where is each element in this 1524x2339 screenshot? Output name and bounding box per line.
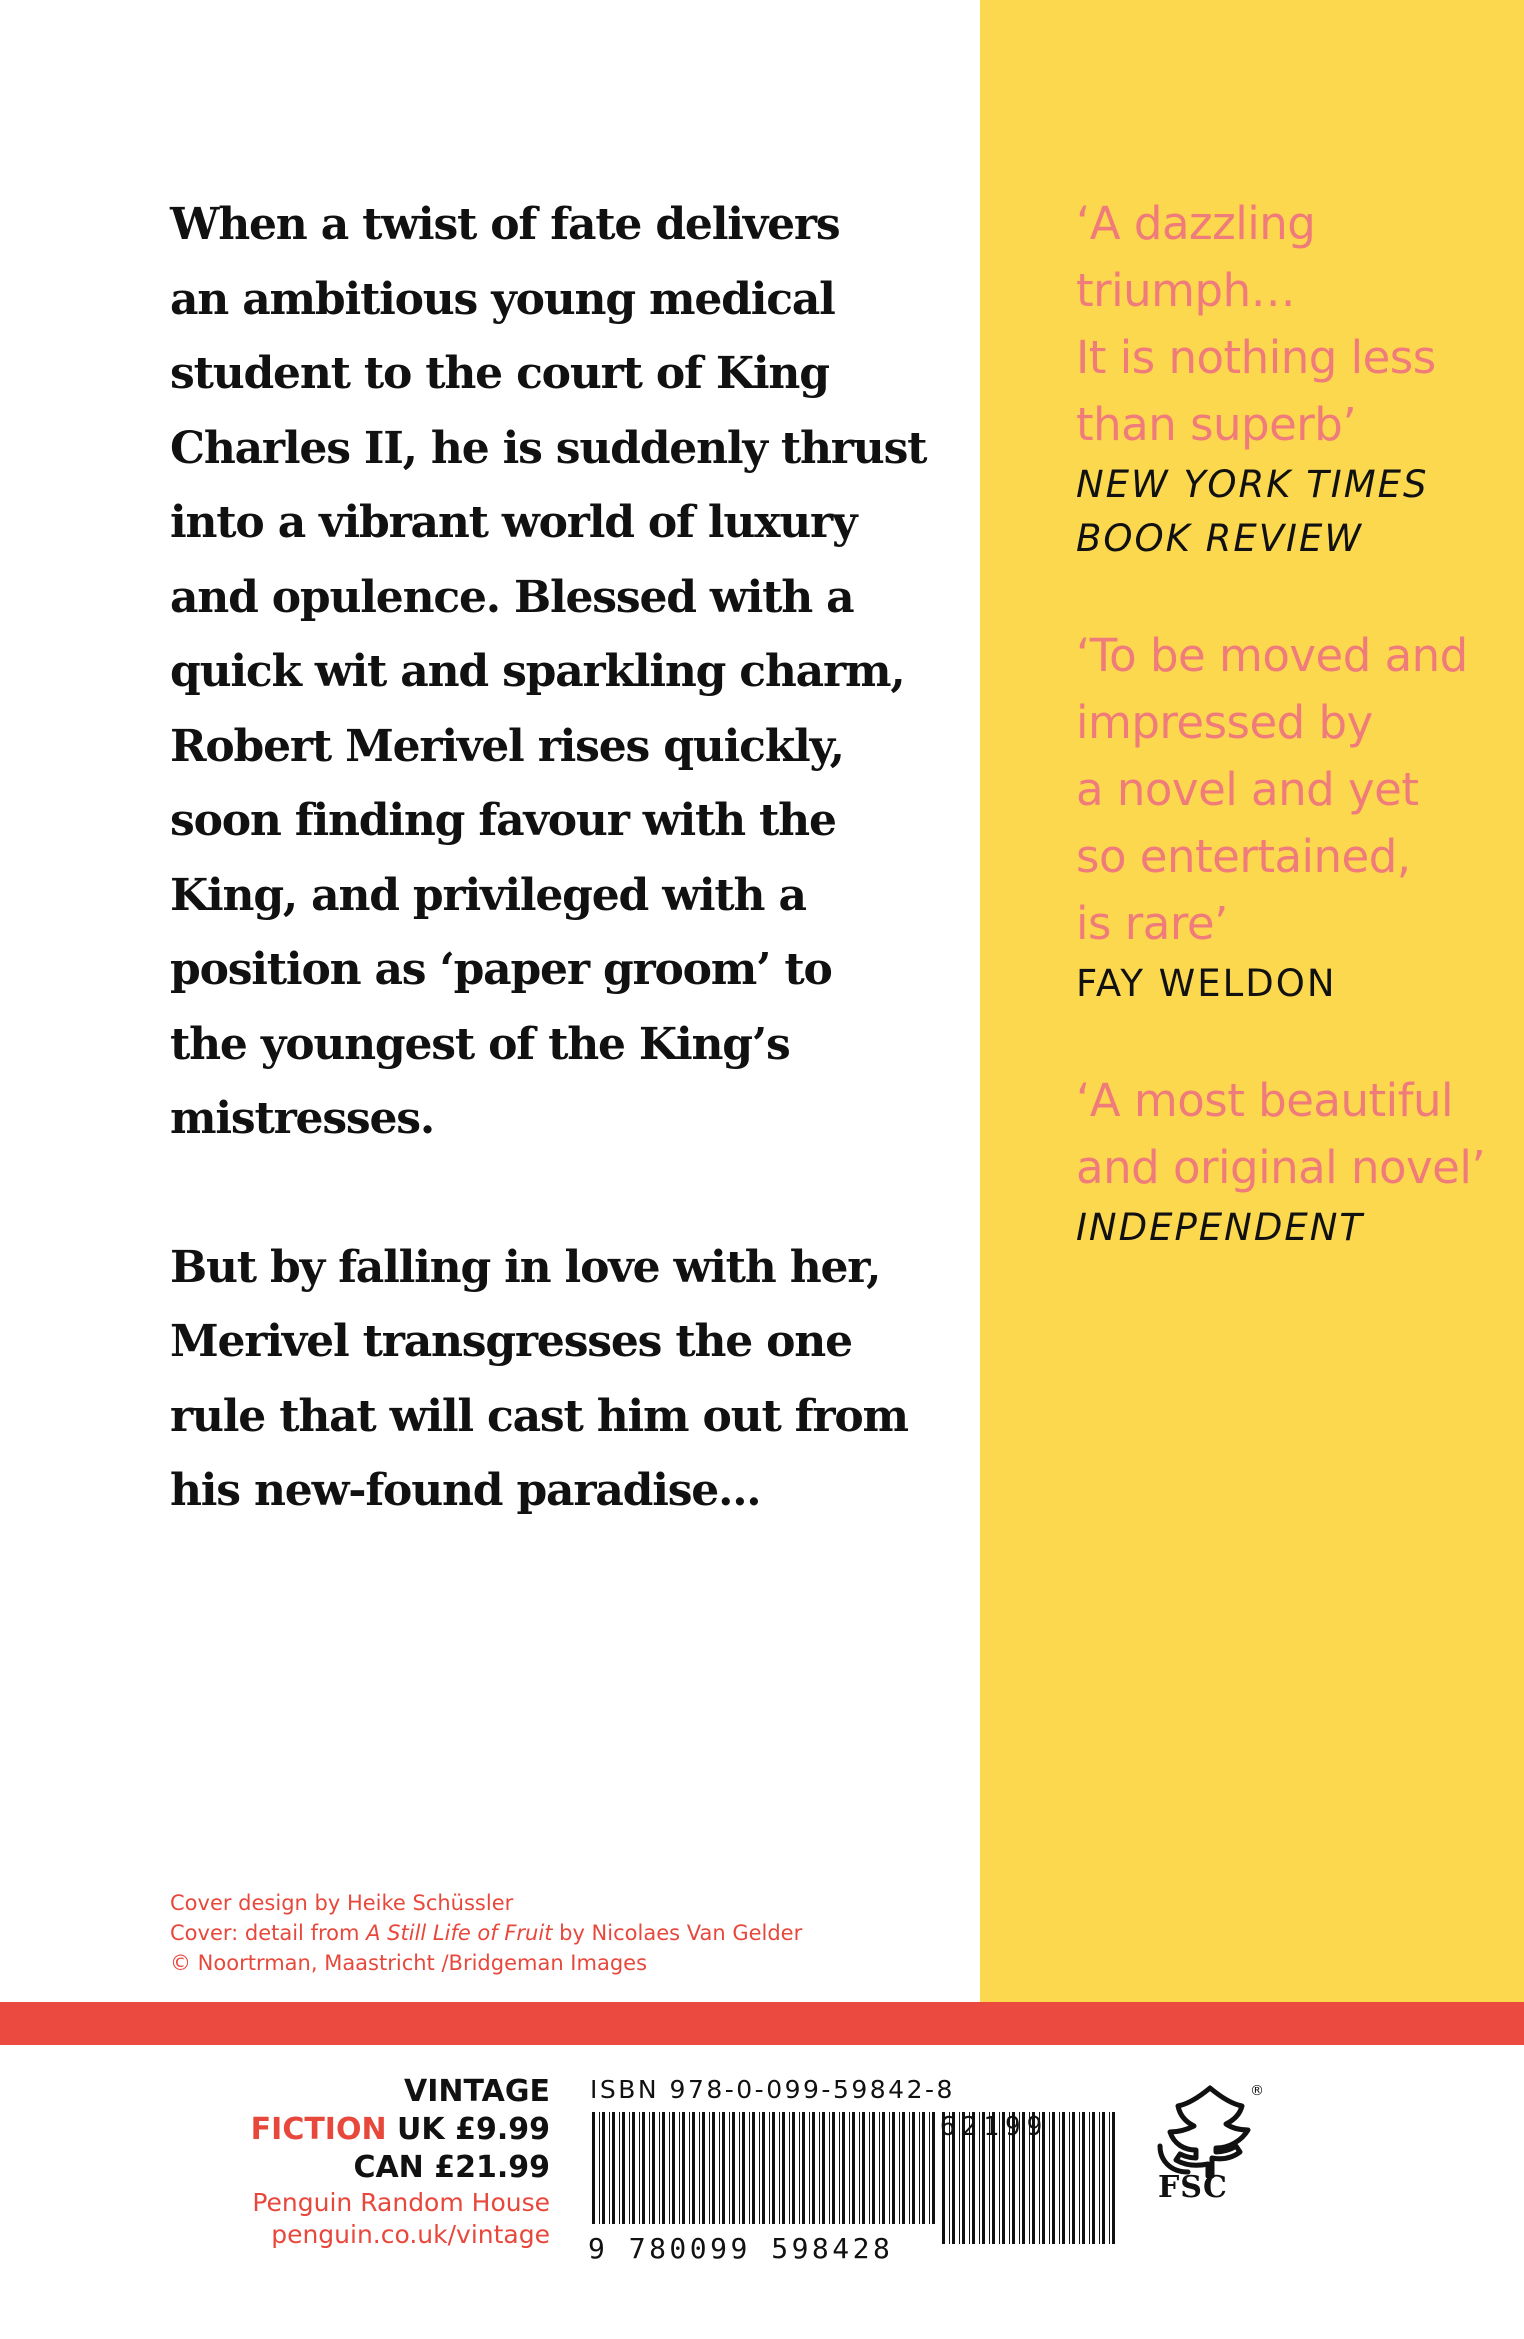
barcode-bar [862,2112,865,2224]
barcode-bar [689,2112,690,2224]
cover-credits [170,1888,930,1978]
isbn-barcode [590,2112,935,2244]
blurb-line: Charles II, he is suddenly thrust [170,422,927,474]
barcode-bar [1089,2112,1090,2244]
barcode-bar [592,2112,595,2224]
barcode-bar [882,2112,885,2224]
source-line: BOOK REVIEW [1076,517,1363,560]
imprint-category-price [200,2111,550,2149]
barcode-bar [642,2112,645,2224]
barcode-bar [819,2112,820,2224]
barcode-bar [1109,2112,1110,2244]
barcode-bar [672,2112,675,2224]
barcode-bar [922,2112,925,2224]
quote-text [1076,1067,1516,1201]
barcode-bar [632,2112,635,2224]
barcode-bar [692,2112,695,2224]
barcode-bar [659,2112,660,2224]
barcode-bar [662,2112,665,2224]
barcode-bar [739,2112,740,2224]
source-line: FAY WELDON [1076,962,1337,1005]
barcode-bar [1099,2112,1100,2244]
barcode-bar [802,2112,805,2224]
barcode-bar [612,2112,615,2224]
quote-line: impressed by [1076,696,1373,749]
design-credit: Cover design by Heike Schüssler [170,1891,514,1915]
imprint-category: FICTION [250,2112,387,2147]
barcode-bar [912,2112,915,2224]
registered-mark: ® [1250,2083,1264,2099]
barcode-bar [1102,2112,1105,2244]
source-line: INDEPENDENT [1076,1206,1364,1249]
barcode-bar [709,2112,710,2224]
cover-art-title: A Still Life of Fruit [366,1921,553,1945]
quote-line: ‘A dazzling [1076,197,1316,250]
quote-line: and original novel’ [1076,1141,1486,1194]
barcode-bar [619,2112,620,2224]
quote-line: than superb’ [1076,398,1357,451]
barcode-bar [639,2112,640,2224]
fsc-label: FSC [1158,2170,1228,2205]
barcode-bar [1069,2112,1070,2244]
barcode-bar [869,2112,870,2224]
imprint-block [200,2073,550,2251]
barcode-bar [752,2112,755,2224]
barcode-bar [749,2112,750,2224]
barcode-bar [822,2112,825,2224]
blurb-paragraph-1 [170,188,930,1157]
barcode-bar [889,2112,890,2224]
copyright-credit: © Noortrman, Maastricht /Bridgeman Images [170,1951,648,1975]
barcode-bar [1052,2112,1055,2244]
barcode-bar [899,2112,900,2224]
barcode-bar [679,2112,680,2224]
barcode-bar [622,2112,625,2224]
publisher-website: penguin.co.uk/vintage [271,2220,550,2249]
barcode-bar [809,2112,810,2224]
publisher-name: Penguin Random House [252,2188,550,2217]
barcode-bar [772,2112,775,2224]
barcode-bar [1049,2112,1050,2244]
barcode-bar [902,2112,905,2224]
barcode-bar [1059,2112,1060,2244]
barcode-bar [682,2112,685,2224]
blurb-line: quick wit and sparkling charm, [170,646,905,697]
barcode-bar [732,2112,735,2224]
barcode-bar [729,2112,730,2224]
quote-line: triumph… [1076,264,1296,317]
barcode-bar [779,2112,780,2224]
cover-art-suffix: by Nicolaes Van Gelder [552,1921,803,1945]
barcode-bar [629,2112,630,2224]
quote-line: a novel and yet [1076,763,1419,816]
barcode-bar [699,2112,700,2224]
barcode-bar [919,2112,920,2224]
blurb-line: the youngest of the King’s [170,1018,790,1070]
blurb-line: Robert Merivel rises quickly, [170,720,844,772]
price-uk: UK £9.99 [397,2112,550,2147]
barcode-bar [1112,2112,1115,2244]
barcode-bar [669,2112,670,2224]
source-line: NEW YORK TIMES [1076,463,1429,506]
barcode-bar [782,2112,785,2224]
barcode-bar [849,2112,850,2224]
barcode-bar [602,2112,605,2224]
barcode-bar [712,2112,715,2224]
barcode-bar [702,2112,705,2224]
barcode-bar [859,2112,860,2224]
barcode-bar [652,2112,655,2224]
barcode-bar [929,2112,930,2224]
barcode-bar [759,2112,760,2224]
barcode-bar [792,2112,795,2224]
blurb-paragraph-2 [170,1231,930,1529]
barcode-bar [799,2112,800,2224]
price-code-digits: 62199 [940,2112,1049,2142]
blurb-line: rule that will cast him out from [170,1390,908,1442]
barcode-bar [1072,2112,1075,2244]
isbn-label: ISBN 978-0-099-59842-8 [590,2075,955,2104]
review-quote-1 [1076,190,1516,566]
blurb-line: into a vibrant world of luxury [170,497,857,548]
blurb-line: But by falling in love with her, [170,1241,881,1293]
quote-line: so entertained, [1076,830,1411,883]
barcode-bar [769,2112,770,2224]
barcode-bar [609,2112,610,2224]
blurb-line: soon finding favour with the [170,795,836,846]
barcode-bar [649,2112,650,2224]
barcode-bar [599,2112,600,2224]
blurb-line: Merivel transgresses the one [170,1316,852,1367]
blurb-line: mistresses. [170,1093,434,1144]
blurb-line: position as ‘paper groom’ to [170,944,832,995]
barcode-bar [762,2112,765,2224]
blurb-line: his new-found paradise... [170,1465,761,1516]
cover-art-prefix: Cover: detail from [170,1921,367,1945]
barcode-bar [892,2112,895,2224]
barcode-bar [872,2112,875,2224]
barcode-bar [932,2112,935,2224]
barcode-bar [812,2112,815,2224]
blurb [170,188,930,1603]
quote-text [1076,622,1516,957]
quote-line: is rare’ [1076,897,1228,950]
barcode-bar [719,2112,720,2224]
red-band [0,2002,1524,2045]
barcode-bar [1092,2112,1095,2244]
review-quote-3 [1076,1067,1516,1255]
barcode-bar [909,2112,910,2224]
quote-text [1076,190,1516,458]
review-quotes [1076,190,1516,1255]
price-can: CAN £21.99 [353,2150,550,2185]
barcode-bar [879,2112,880,2224]
blurb-line: and opulence. Blessed with a [170,571,854,623]
barcode-bar [839,2112,840,2224]
barcode-bar [789,2112,790,2224]
quote-line: It is nothing less [1076,331,1436,384]
cover-art-credit [170,1918,930,1948]
review-quote-2 [1076,622,1516,1011]
barcode-digits: 9 780099 598428 [588,2232,894,2265]
quote-source [1076,957,1516,1011]
quote-line: ‘A most beautiful [1076,1074,1454,1127]
barcode-bar [742,2112,745,2224]
barcode-bar [829,2112,830,2224]
imprint-brand: VINTAGE [404,2074,550,2109]
barcode-bar [1082,2112,1085,2244]
barcode-bar [832,2112,835,2224]
blurb-line: King, and privileged with a [170,869,806,921]
barcode-bar [722,2112,725,2224]
barcode-bar [1079,2112,1080,2244]
blurb-line: student to the court of King [170,348,829,399]
blurb-line: When a twist of fate delivers [170,199,840,250]
blurb-line: an ambitious young medical [170,273,835,325]
quote-source [1076,458,1516,566]
barcode-bar [1062,2112,1065,2244]
quote-line: ‘To be moved and [1076,629,1468,682]
quote-source [1076,1201,1516,1255]
barcode-bar [842,2112,845,2224]
barcode-bar [852,2112,855,2224]
